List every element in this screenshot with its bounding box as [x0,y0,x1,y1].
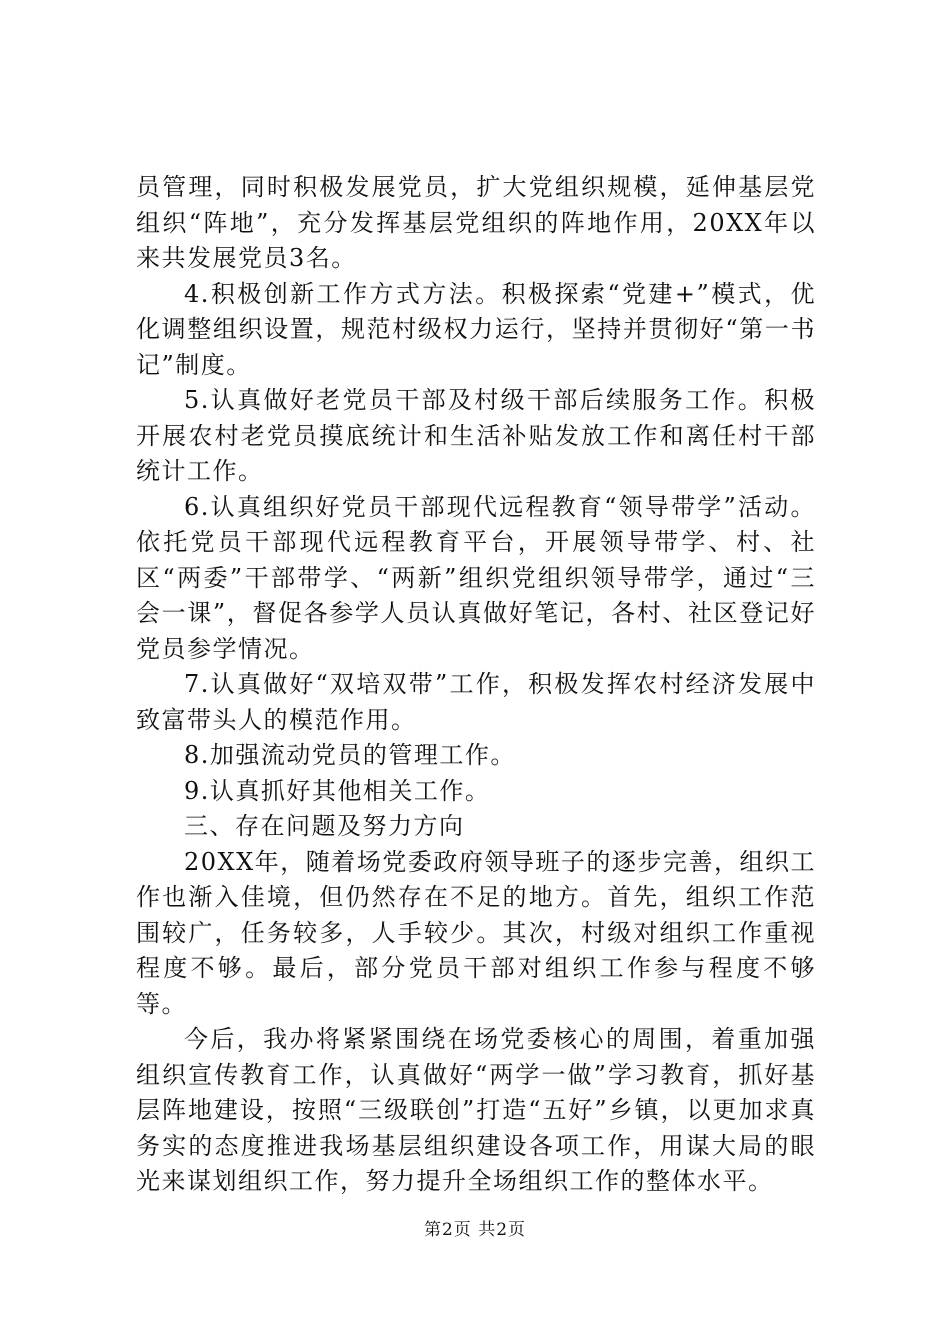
document-body [136,170,816,1200]
paragraph-item-9: 9.认真抓好其他相关工作。 [184,776,491,805]
paragraph-problems: 20XX年，随着场党委政府领导班子的逐步完善，组织工作也渐入佳境，但仍然存在不足的地方。首先，组织工作范围较广，任务较多，人手较少。其次，村级对组织工作重视程度不够。最后，部分党员干部对组织工作参与程度不够等。 [136,847,816,1018]
paragraph-item-7: 7.认真做好“双培双带”工作，积极发挥农村经济发展中致富带头人的模范作用。 [136,670,816,734]
paragraph-item-5: 5.认真做好老党员干部及村级干部后续服务工作。积极开展农村老党员摸底统计和生活补贴发放工作和离任村干部统计工作。 [136,386,816,485]
page-footer: 第2页 共2页 [423,1220,527,1240]
paragraph-item-4: 4.积极创新工作方式方法。积极探索“党建+”模式，优化调整组织设置，规范村级权力运行，坚持并贯彻好“第一书记”制度。 [136,279,816,379]
paragraph-future-plan: 今后，我办将紧紧围绕在场党委核心的周围，着重加强组织宣传教育工作，认真做好“两学一做”学习教育，抓好基层阵地建设，按照“三级联创”打造“五好”乡镇，以更加求真务实的态度推进我场基层组织建设各项工作，用谋大局的眼光来谋划组织工作，努力提升全场组织工作的整体水平。 [136,1025,816,1195]
paragraph-item-6: 6.认真组织好党员干部现代远程教育“领导带学”活动。依托党员干部现代远程教育平台，开展领导带学、村、社区“两委”干部带学、“两新”组织党组织领导带学，通过“三会一课”，督促各参学人员认真做好笔记，各村、社区登记好党员参学情况。 [136,492,816,663]
paragraph-item-8: 8.加强流动党员的管理工作。 [184,741,516,769]
section-heading-problems: 三、存在问题及努力方向 [184,812,465,840]
paragraph-continuation: 员管理，同时积极发展党员，扩大党组织规模，延伸基层党组织“阵地”，充分发挥基层党组织的阵地作用，20XX年以来共发展党员3名。 [136,173,816,272]
